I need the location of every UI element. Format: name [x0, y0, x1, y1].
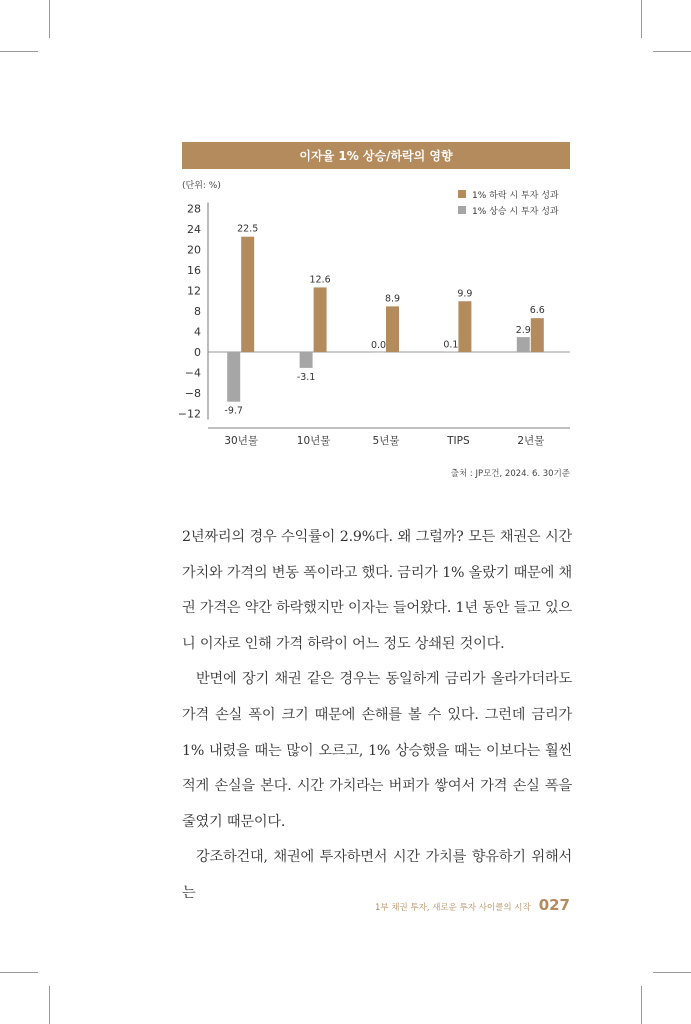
bar-chart — [0, 0, 691, 500]
y-tick-label: 8 — [194, 305, 201, 318]
data-label-rise-4: 2.9 — [515, 325, 531, 337]
bar-fall-0 — [241, 237, 254, 352]
chart-source: 출처 : JP모건, 2024. 6. 30기준 — [450, 469, 570, 479]
y-tick-label: 28 — [187, 202, 201, 216]
bar-rise-1 — [300, 352, 313, 368]
y-tick-label: 20 — [187, 243, 201, 257]
crop-mark — [0, 972, 38, 973]
y-tick-label: 16 — [187, 264, 201, 277]
crop-mark — [49, 986, 50, 1024]
y-tick-label: −8 — [184, 387, 201, 400]
bar-fall-2 — [386, 306, 399, 352]
bar-rise-2 — [372, 352, 385, 353]
y-tick-label: −12 — [177, 407, 201, 421]
legend-label-fall: 1% 하락 시 투자 성과 — [472, 191, 559, 201]
data-label-rise-2: 0.0 — [370, 340, 387, 351]
paragraph: 반면에 장기 채권 같은 경우는 동일하게 금리가 올라가더라도 가격 손실 폭이 크기 때문에 손해를 볼 수 있다. 그런데 금리가 1% 내렸을 때는 많이 오르고, 1% 상승했을 때는 이보다는 훨씬 적게 손실을 본다. 시간 가치라는 버퍼가 쌓여서 가격 손실 폭을 줄였기 때문이다. — [182, 671, 572, 830]
bar-rise-0 — [227, 352, 240, 402]
bar-rise-4 — [517, 337, 530, 352]
bar-rise-3 — [444, 351, 457, 352]
y-tick-label: −4 — [184, 366, 201, 380]
crop-mark — [641, 986, 642, 1024]
data-label-fall-3: 9.9 — [457, 288, 473, 300]
bar-fall-1 — [314, 287, 327, 352]
y-tick-label: 0 — [194, 346, 201, 359]
bar-fall-4 — [531, 318, 544, 352]
paragraph: 2년짜리의 경우 수익률이 2.9%다. 왜 그럴까? 모든 채권은 시간 가치와 가격의 변동 폭이라고 했다. 금리가 1% 올랐기 때문에 채권 가격은 약간 하락했지만 이자는 들어왔다. 1년 동안 들고 있으니 이자로 인해 가격 하락이 어느 정도 상쇄된 것이다. — [182, 529, 572, 652]
legend-swatch-fall — [458, 190, 466, 198]
paragraph: 강조하건대, 채권에 투자하면서 시간 가치를 향유하기 위해서는 — [182, 849, 572, 901]
page-footer — [375, 896, 570, 914]
data-label-rise-3: 0.1 — [443, 339, 459, 351]
crop-mark — [653, 972, 691, 973]
legend-swatch-rise — [458, 206, 466, 214]
chart-title: 이자율 1% 상승/하락의 영향 — [182, 142, 570, 169]
footer-label: 1부 채권 투자, 새로운 투자 사이클의 시작 — [374, 903, 531, 913]
x-tick-label: 30년물 — [224, 435, 259, 447]
y-tick-label: 4 — [194, 325, 201, 339]
data-label-fall-0: 22.5 — [237, 223, 259, 235]
unit-label: (단위: %) — [182, 181, 221, 191]
data-label-rise-1: -3.1 — [296, 371, 316, 383]
data-label-fall-2: 8.9 — [384, 293, 401, 305]
x-tick-label: 10년물 — [296, 435, 331, 447]
x-tick-label: TIPS — [447, 435, 470, 447]
body-text — [182, 520, 572, 912]
data-label-rise-0: -9.7 — [224, 405, 243, 417]
y-tick-label: 24 — [187, 223, 201, 236]
data-label-fall-4: 6.6 — [529, 305, 545, 317]
legend-label-rise: 1% 상승 시 투자 성과 — [472, 207, 559, 217]
data-label-fall-1: 12.6 — [309, 274, 331, 286]
bar-fall-3 — [458, 301, 471, 352]
x-tick-label: 2년물 — [517, 435, 545, 447]
y-tick-label: 12 — [187, 284, 201, 298]
page-number: 027 — [538, 896, 570, 914]
x-tick-label: 5년물 — [372, 435, 400, 447]
